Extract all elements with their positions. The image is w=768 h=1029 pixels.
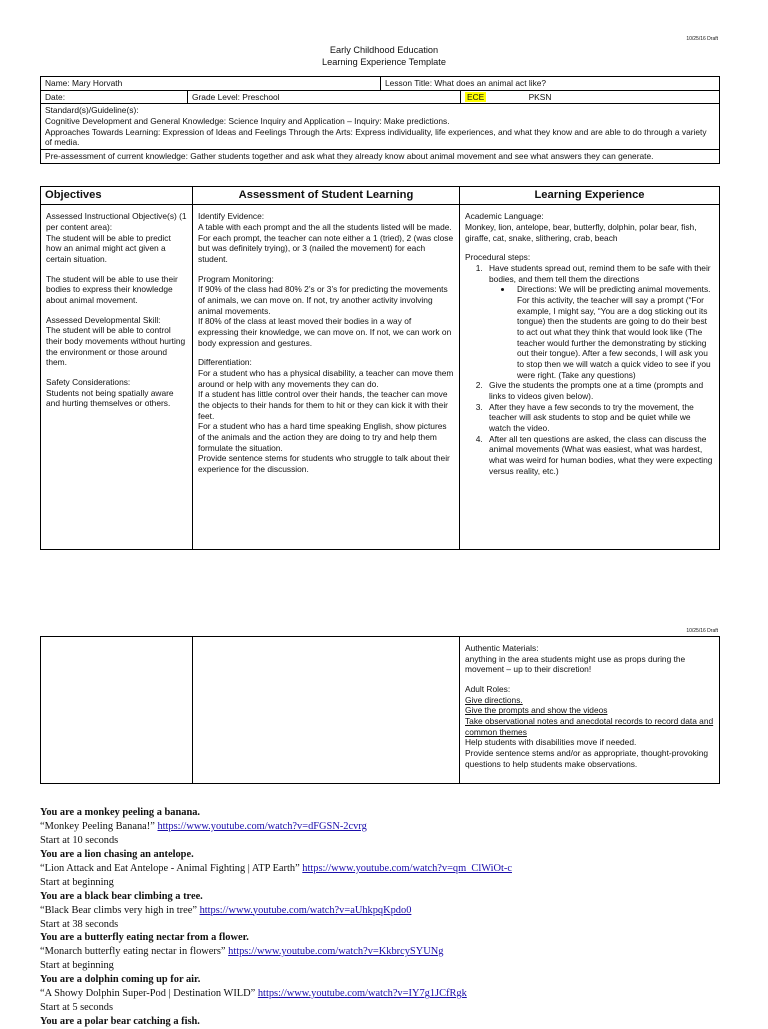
start-time: Start at 5 seconds	[40, 1002, 114, 1014]
learning-heading: Learning Experience	[460, 187, 720, 205]
academic-language-text: Monkey, lion, antelope, bear, butterfly, dolphin, polar bear, fish, giraffe, cat, snake, slithering, crab, beach	[465, 221, 697, 243]
video-link[interactable]: https://www.youtube.com/watch?v=aUhkpqKpdo0	[199, 904, 412, 916]
monitoring-1: If 90% of the class had 80% 2’s or 3’s for predicting the movements of animals, we can move on. If not, try another activity involving animal movements.	[198, 284, 448, 316]
assessment-cell	[193, 205, 460, 550]
monitoring-2: If 80% of the class at least moved their bodies in a way of expressing their knowledge, we can move on. If not, we can work on body expression and gestures.	[198, 316, 452, 348]
objectives-heading: Objectives	[41, 187, 193, 205]
developmental-skill-label: Assessed Developmental Skill:	[46, 314, 161, 325]
directions-bullet: • Directions: We will be predicting animal movements. For this activity, the teacher will say a prompt (“For example, I might say, “You are a dog sticking out its tongue) then the students are going to do their best to act out what they think that would look like (The teacher would further the demonstrating by sticking out their tongue). After a few seconds, I will ask you to stop then we will watch a quick video to see if you were right. (Take any questions)	[513, 284, 714, 380]
instructional-objective-label: Assessed Instructional Objective(s) (1 per content area):	[46, 211, 187, 232]
video-title: “Lion Attack and Eat Antelope - Animal Fighting | ATP Earth”	[40, 862, 300, 874]
standard-1: Cognitive Development and General Knowledge: Science Inquiry and Application – Inquiry: Make predictions.	[45, 116, 450, 127]
procedural-step: 3. After they have a few seconds to try the movement, the teacher will ask students to stop and be quiet while we watch the video.	[485, 402, 714, 434]
procedural-step	[485, 263, 714, 380]
ece-label: ECE	[467, 91, 485, 102]
instructional-objective-2: The student will be able to use their bodies to express their knowledge about animal movement.	[46, 273, 178, 305]
adult-role: Give directions.	[465, 694, 523, 705]
prompt-text: You are a dolphin coming up for air.	[40, 974, 201, 986]
learning-continued-cell	[460, 637, 720, 784]
differentiation-2: If a student has little control over their hands, the teacher can move the objects to their hands for them to hit or they can kick it with their feet.	[198, 389, 448, 421]
materials-text: anything in the area students might use as props during the movement – up to their discretion!	[465, 653, 686, 675]
pksn-label: PKSN	[528, 91, 552, 102]
start-time: Start at beginning	[40, 960, 114, 972]
document-title	[0, 44, 768, 69]
video-title: “Monkey Peeling Banana!”	[40, 820, 155, 832]
prompt-text: You are a lion chasing an antelope.	[40, 848, 194, 860]
title-line-1: Early Childhood Education	[329, 45, 439, 55]
start-time: Start at 38 seconds	[40, 918, 119, 930]
date-field: Date:	[41, 90, 188, 104]
differentiation-1: For a student who has a physical disability, a teacher can move them around or help with any movements they can do.	[198, 367, 454, 389]
developmental-skill-text: The student will be able to control their body movements without hurting the environment or those around them.	[46, 325, 186, 368]
start-time: Start at 10 seconds	[40, 834, 119, 846]
standards-label: Standard(s)/Guideline(s):	[45, 105, 139, 116]
lesson-header-table	[40, 76, 720, 164]
prompt-text: You are a polar bear catching a fish.	[40, 1016, 200, 1028]
teacher-name: Name: Mary Horvath	[41, 77, 381, 91]
prompt-item	[40, 806, 730, 848]
prompt-item	[40, 1015, 730, 1029]
video-link[interactable]: https://www.youtube.com/watch?v=dFGSN-2cvrg	[157, 820, 367, 832]
monitoring-label: Program Monitoring:	[198, 273, 274, 284]
video-link[interactable]: https://www.youtube.com/watch?v=KkbrcySYUNg	[228, 946, 444, 958]
title-line-2: Learning Experience Template	[322, 57, 446, 68]
continuation-table	[40, 636, 720, 784]
video-title: “A Showy Dolphin Super-Pod | Destination WILD”	[40, 988, 256, 1000]
assessment-continued-cell	[193, 637, 460, 784]
grade-level: Grade Level: Preschool	[188, 90, 461, 104]
video-title: “Monarch butterfly eating nectar in flowers”	[40, 946, 226, 958]
program-cell	[461, 90, 720, 104]
step-text: Have students spread out, remind them to be safe with their bodies, and them tell them the directions	[489, 262, 711, 284]
assessment-heading: Assessment of Student Learning	[193, 187, 460, 205]
materials-label: Authentic Materials:	[465, 643, 539, 653]
lesson-title: Lesson Title: What does an animal act like?	[381, 77, 720, 91]
adult-role: Provide sentence stems and/or as appropriate, thought-provoking questions to help students make observations.	[465, 748, 709, 769]
objectives-cell	[41, 205, 193, 550]
safety-label: Safety Considerations:	[46, 376, 131, 387]
prompt-item	[40, 931, 730, 973]
instructional-objective-1: The student will be able to predict how an animal might act given a certain situation.	[46, 232, 171, 264]
evidence-label: Identify Evidence:	[198, 211, 265, 222]
learning-cell	[460, 205, 720, 550]
prompt-item	[40, 848, 730, 890]
procedural-steps	[465, 263, 714, 476]
pre-assessment: Pre-assessment of current knowledge: Gather students together and ask what they already know about animal movement and see what answers they can generate.	[41, 150, 720, 164]
prompt-item	[40, 973, 730, 1015]
prompt-text: You are a black bear climbing a tree.	[40, 890, 203, 902]
prompt-text: You are a monkey peeling a banana.	[40, 807, 201, 818]
standard-2: Approaches Towards Learning: Expression of Ideas and Feelings Through the Arts: Express individuality, life experiences, and what they know and are able to do through a variety of media.	[45, 126, 707, 148]
adult-role: Help students with disabilities move if needed.	[465, 737, 637, 748]
learning-plan-table	[40, 186, 720, 550]
start-time: Start at beginning	[40, 876, 114, 888]
draft-stamp: 10/25/16 Draft	[686, 36, 718, 42]
procedural-label: Procedural steps:	[465, 252, 531, 263]
video-link[interactable]: https://www.youtube.com/watch?v=qm_ClWiOt-c	[302, 862, 512, 874]
differentiation-3: For a student who has a hard time speaking English, show pictures of the animals and the action they are doing to try and help them formulate the situation.	[198, 421, 447, 453]
evidence-text: A table with each prompt and the all the students listed will be made. For each prompt, the teacher can note either a 1 (tried), 2 (was close but was definitely trying), or 3 (nailed the movement) for each student.	[198, 221, 454, 264]
video-link[interactable]: https://www.youtube.com/watch?v=IY7g1JCfRgk	[257, 988, 467, 1000]
safety-text: Students not being spatially aware and hurting themselves or others.	[46, 387, 174, 409]
adult-role: Give the prompts and show the videos	[465, 705, 608, 716]
adult-role: Take observational notes and anecdotal records to record data and common themes	[465, 716, 714, 737]
procedural-step: 4. After all ten questions are asked, the class can discuss the animal movements (What was easiest, what was hardest, what was weird for human bodies, what they were expecting versus reality, etc.)	[485, 434, 714, 477]
draft-stamp-page-2: 10/25/16 Draft	[686, 628, 718, 634]
differentiation-4: Provide sentence stems for students who struggle to talk about their experience for the discussion.	[198, 453, 450, 474]
video-title: “Black Bear climbs very high in tree”	[40, 904, 197, 916]
adult-roles-label: Adult Roles:	[465, 684, 511, 695]
procedural-step: 2. Give the students the prompts one at a time (prompts and links to videos given below).	[485, 380, 714, 401]
academic-language-label: Academic Language:	[465, 211, 544, 222]
prompt-item	[40, 890, 730, 932]
prompt-text: You are a butterfly eating nectar from a flower.	[40, 932, 249, 944]
standards-cell	[41, 104, 720, 150]
differentiation-label: Differentiation:	[198, 357, 252, 368]
prompt-list	[40, 806, 730, 1029]
objectives-continued-cell	[41, 637, 193, 784]
